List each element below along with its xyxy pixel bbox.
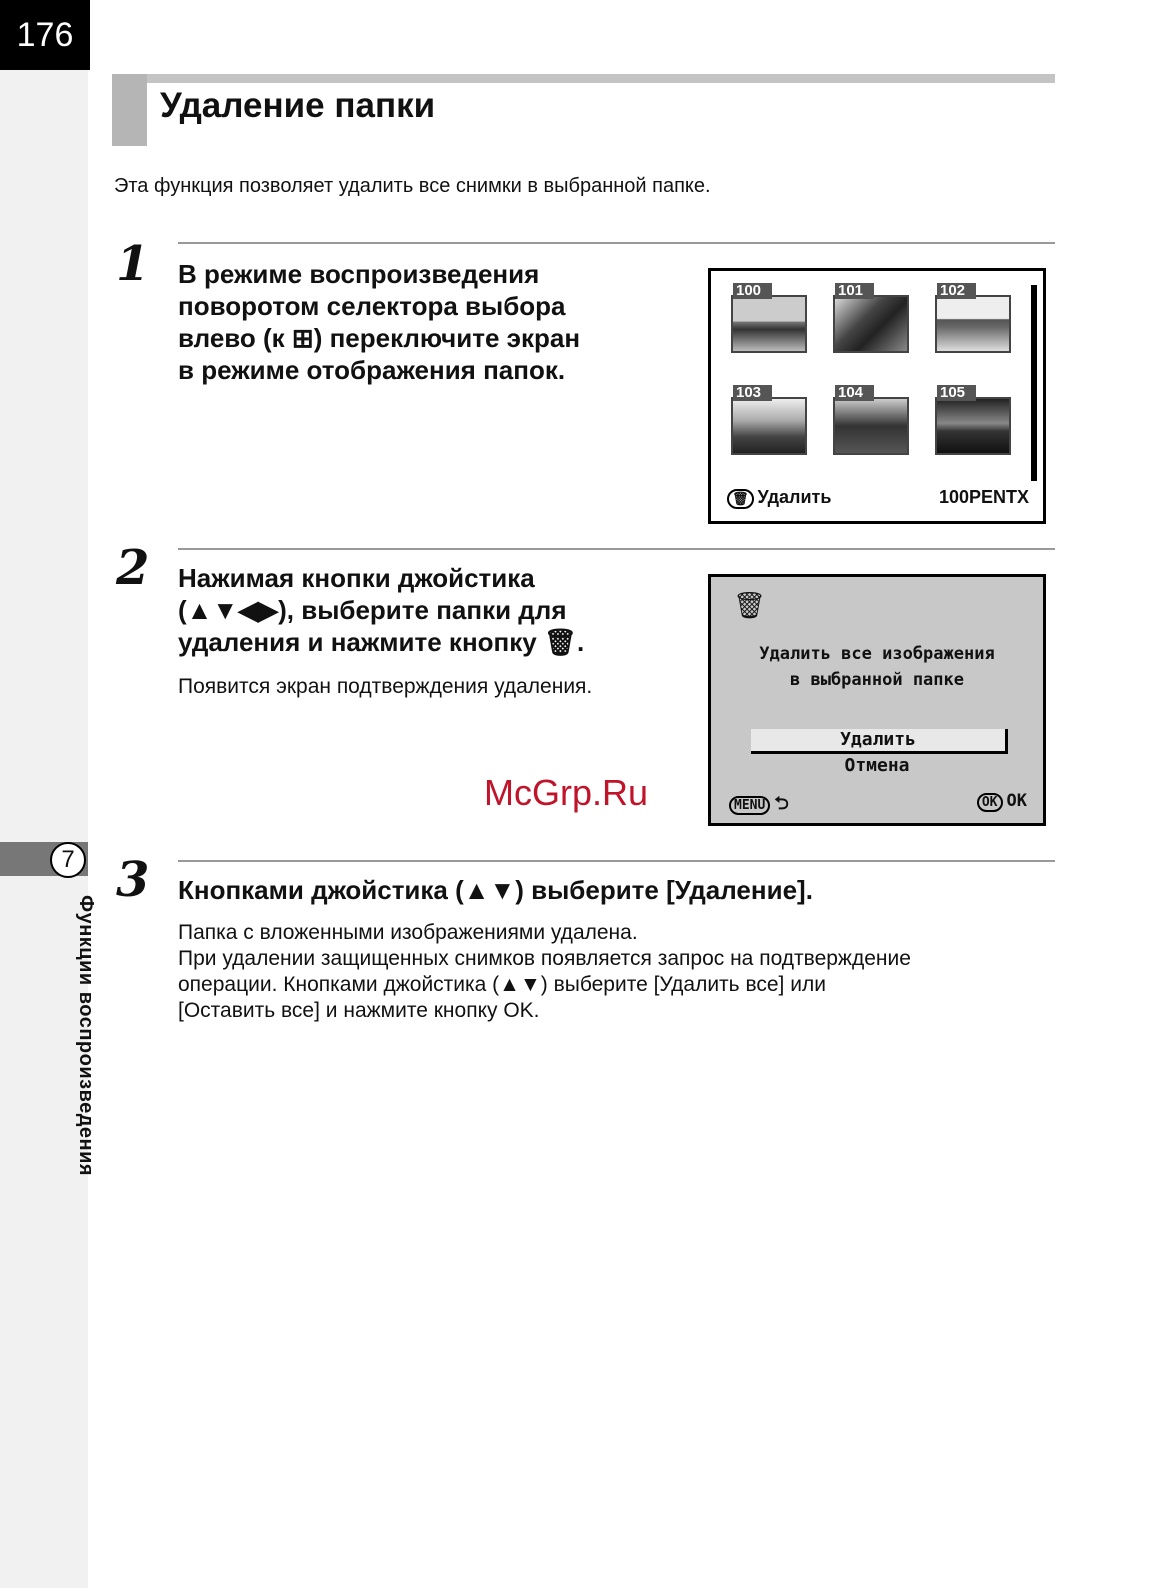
ok-hint	[977, 791, 1027, 812]
watermark: McGrp.Ru	[484, 772, 649, 813]
chapter-title: Функции воспроизведения	[75, 895, 97, 1177]
step-2-sub: Появится экран подтверждения удаления.	[178, 675, 593, 698]
menu-icon: MENU	[729, 796, 770, 815]
folder-thumb	[833, 281, 909, 353]
folder-screen	[708, 268, 1046, 524]
trash-icon: 🗑	[733, 591, 767, 621]
step-1-line: в режиме отображения папок.	[178, 355, 566, 385]
folder-photo	[833, 295, 909, 353]
page-title: Удаление папки	[160, 86, 436, 125]
step-3-number: 3	[116, 852, 150, 908]
title-block	[112, 74, 147, 146]
step-3-line: [Оставить все] и нажмите кнопку OK.	[178, 999, 540, 1022]
folder-photo	[935, 295, 1011, 353]
ok-icon: OK	[977, 793, 1003, 812]
step-1-number: 1	[116, 236, 150, 292]
folder-label: 101	[835, 283, 874, 299]
step-2-number: 2	[116, 540, 150, 596]
step-2-text	[178, 562, 584, 658]
title-rule	[112, 74, 1055, 83]
folder-label: 105	[937, 385, 976, 401]
folder-label: 102	[937, 283, 976, 299]
confirm-message	[711, 641, 1043, 693]
delete-option[interactable]: Удалить	[751, 729, 1008, 754]
page-number: 176	[0, 0, 90, 70]
folder-thumb	[731, 383, 807, 455]
step-3-line: Папка с вложенными изображениями удалена.	[178, 921, 638, 944]
intro-text: Эта функция позволяет удалить все снимки в выбранной папке.	[114, 175, 711, 197]
scrollbar	[1031, 285, 1037, 481]
step-1-line: В режиме воспроизведения	[178, 259, 540, 289]
folder-photo	[731, 397, 807, 455]
delete-label: Удалить	[757, 487, 832, 507]
cancel-option[interactable]: Отмена	[844, 755, 910, 776]
folder-photo	[935, 397, 1011, 455]
step-2-line: (▲▼◀▶), выберите папки для	[178, 595, 567, 625]
step-1-rule	[178, 242, 1055, 244]
chapter-number: 7	[50, 842, 86, 878]
step-2-line: удаления и нажмите кнопку 🗑.	[178, 627, 585, 657]
confirm-line: Удалить все изображения	[759, 644, 995, 664]
folder-photo	[833, 397, 909, 455]
folder-label: 100	[733, 283, 772, 299]
step-3-sub	[178, 920, 911, 1024]
step-3-rule	[178, 860, 1055, 862]
menu-back-hint	[729, 791, 789, 821]
confirm-line: в выбранной папке	[790, 670, 964, 690]
folder-thumb	[935, 281, 1011, 353]
folder-thumb	[833, 383, 909, 455]
step-1-line: влево (к ⊞) переключите экран	[178, 323, 581, 353]
folder-thumb	[731, 281, 807, 353]
confirm-screen	[708, 574, 1046, 826]
step-3-text: Кнопками джойстика (▲▼) выберите [Удаление].	[178, 875, 813, 905]
folder-label: 104	[835, 385, 874, 401]
delete-hint	[727, 487, 831, 509]
folder-photo	[731, 295, 807, 353]
folder-thumb	[935, 383, 1011, 455]
ok-label: OK	[1006, 791, 1027, 811]
step-3-line: операции. Кнопками джойстика (▲▼) выберите [Удалить все] или	[178, 973, 826, 996]
step-2-line: Нажимая кнопки джойстика	[178, 563, 535, 593]
trash-icon: 🗑	[727, 489, 754, 509]
step-3-line: При удалении защищенных снимков появляется запрос на подтверждение	[178, 947, 911, 970]
back-icon: ⮌	[774, 793, 789, 814]
step-1-line: поворотом селектора выбора	[178, 291, 566, 321]
step-1-text	[178, 258, 580, 386]
folder-label: 103	[733, 385, 772, 401]
side-strip	[0, 70, 88, 1588]
step-2-rule	[178, 548, 1055, 550]
current-folder: 100PENTX	[938, 487, 1029, 507]
